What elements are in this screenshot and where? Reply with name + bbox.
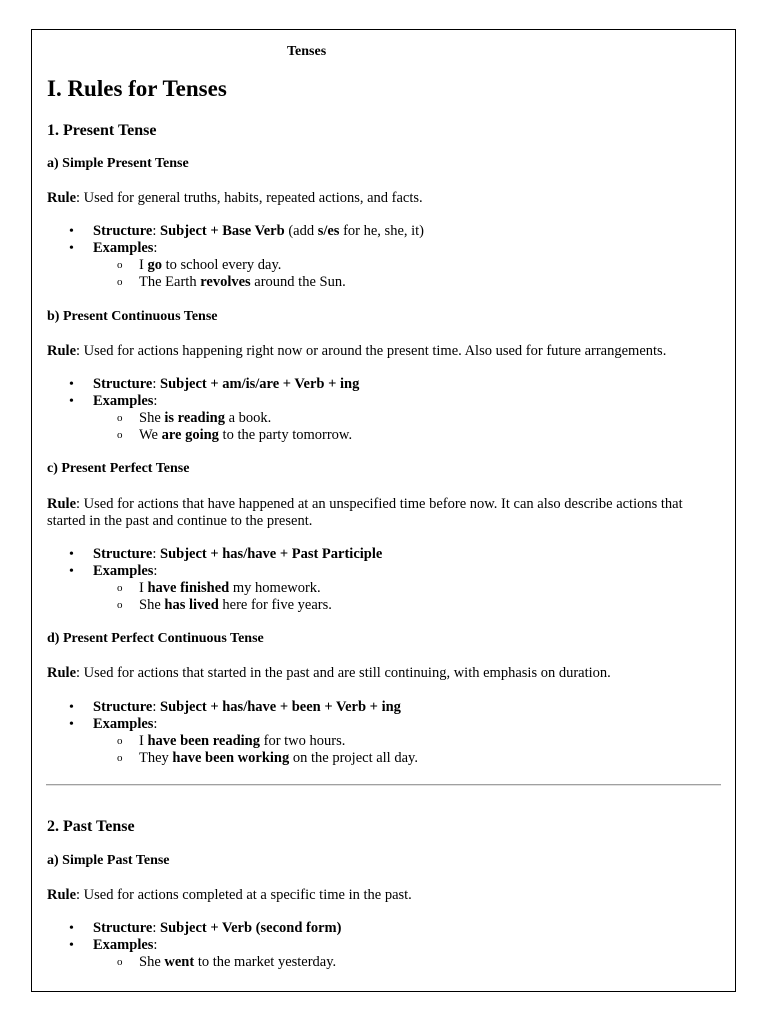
structure-present-continuous: Structure: Subject + am/is/are + Verb + ing xyxy=(93,376,360,392)
example-simple-past-1: She went to the market yesterday. xyxy=(139,954,337,970)
bullet-icon: • xyxy=(69,241,74,256)
document-page xyxy=(31,29,736,992)
subsection-heading-present-perfect: c) Present Perfect Tense xyxy=(47,461,190,476)
sub-bullet-icon: o xyxy=(117,429,123,441)
example-simple-present-1: I go to school every day. xyxy=(139,257,282,273)
subsection-heading-simple-present: a) Simple Present Tense xyxy=(47,156,189,171)
example-present-perfect-1: I have finished my homework. xyxy=(139,580,321,596)
subsection-heading-present-perfect-continuous: d) Present Perfect Continuous Tense xyxy=(47,631,264,646)
rule-simple-present: Rule: Used for general truths, habits, repeated actions, and facts. xyxy=(47,190,423,206)
bullet-icon: • xyxy=(69,547,74,562)
structure-present-perfect: Structure: Subject + has/have + Past Participle xyxy=(93,546,383,562)
example-present-perfect-continuous-2: They have been working on the project all day. xyxy=(139,750,418,766)
sub-bullet-icon: o xyxy=(117,735,123,747)
bullet-icon: • xyxy=(69,394,74,409)
example-present-perfect-continuous-1: I have been reading for two hours. xyxy=(139,733,346,749)
sub-bullet-icon: o xyxy=(117,259,123,271)
structure-simple-past: Structure: Subject + Verb (second form) xyxy=(93,920,342,936)
example-present-continuous-1: She is reading a book. xyxy=(139,410,272,426)
rule-label: Rule xyxy=(47,190,76,206)
example-simple-present-2: The Earth revolves around the Sun. xyxy=(139,274,346,290)
main-heading: I. Rules for Tenses xyxy=(47,76,227,101)
examples-label-present-continuous: Examples: xyxy=(93,393,158,409)
sub-bullet-icon: o xyxy=(117,599,123,611)
section-heading-present: 1. Present Tense xyxy=(47,122,157,139)
example-present-continuous-2: We are going to the party tomorrow. xyxy=(139,427,353,443)
rule-simple-past: Rule: Used for actions completed at a specific time in the past. xyxy=(47,887,412,903)
rule-present-continuous: Rule: Used for actions happening right now or around the present time. Also used for future arrangements. xyxy=(47,343,667,359)
section-heading-past: 2. Past Tense xyxy=(47,818,135,835)
sub-bullet-icon: o xyxy=(117,412,123,424)
examples-label-present-perfect: Examples: xyxy=(93,563,158,579)
sub-bullet-icon: o xyxy=(117,752,123,764)
structure-present-perfect-continuous: Structure: Subject + has/have + been + Verb + ing xyxy=(93,699,401,715)
examples-label-simple-present: Examples: xyxy=(93,240,158,256)
subsection-heading-present-continuous: b) Present Continuous Tense xyxy=(47,309,218,324)
sub-bullet-icon: o xyxy=(117,582,123,594)
examples-label-simple-past: Examples: xyxy=(93,937,158,953)
bullet-icon: • xyxy=(69,224,74,239)
bullet-icon: • xyxy=(69,700,74,715)
document-title: Tenses xyxy=(287,44,327,59)
rule-present-perfect: Rule: Used for actions that have happened at an unspecified time before now. It can also describe actions that started in the past and continue to the present. xyxy=(47,496,683,529)
subsection-heading-simple-past: a) Simple Past Tense xyxy=(47,853,170,868)
sub-bullet-icon: o xyxy=(117,956,123,968)
bullet-icon: • xyxy=(69,717,74,732)
structure-simple-present: Structure: Subject + Base Verb (add s/es for he, she, it) xyxy=(93,223,425,239)
sub-bullet-icon: o xyxy=(117,276,123,288)
bullet-icon: • xyxy=(69,377,74,392)
examples-label-present-perfect-continuous: Examples: xyxy=(93,716,158,732)
example-present-perfect-2: She has lived here for five years. xyxy=(139,597,332,613)
bullet-icon: • xyxy=(69,564,74,579)
rule-present-perfect-continuous: Rule: Used for actions that started in the past and are still continuing, with emphasis on duration. xyxy=(47,665,611,681)
section-divider xyxy=(46,784,721,786)
bullet-icon: • xyxy=(69,938,74,953)
bullet-icon: • xyxy=(69,921,74,936)
